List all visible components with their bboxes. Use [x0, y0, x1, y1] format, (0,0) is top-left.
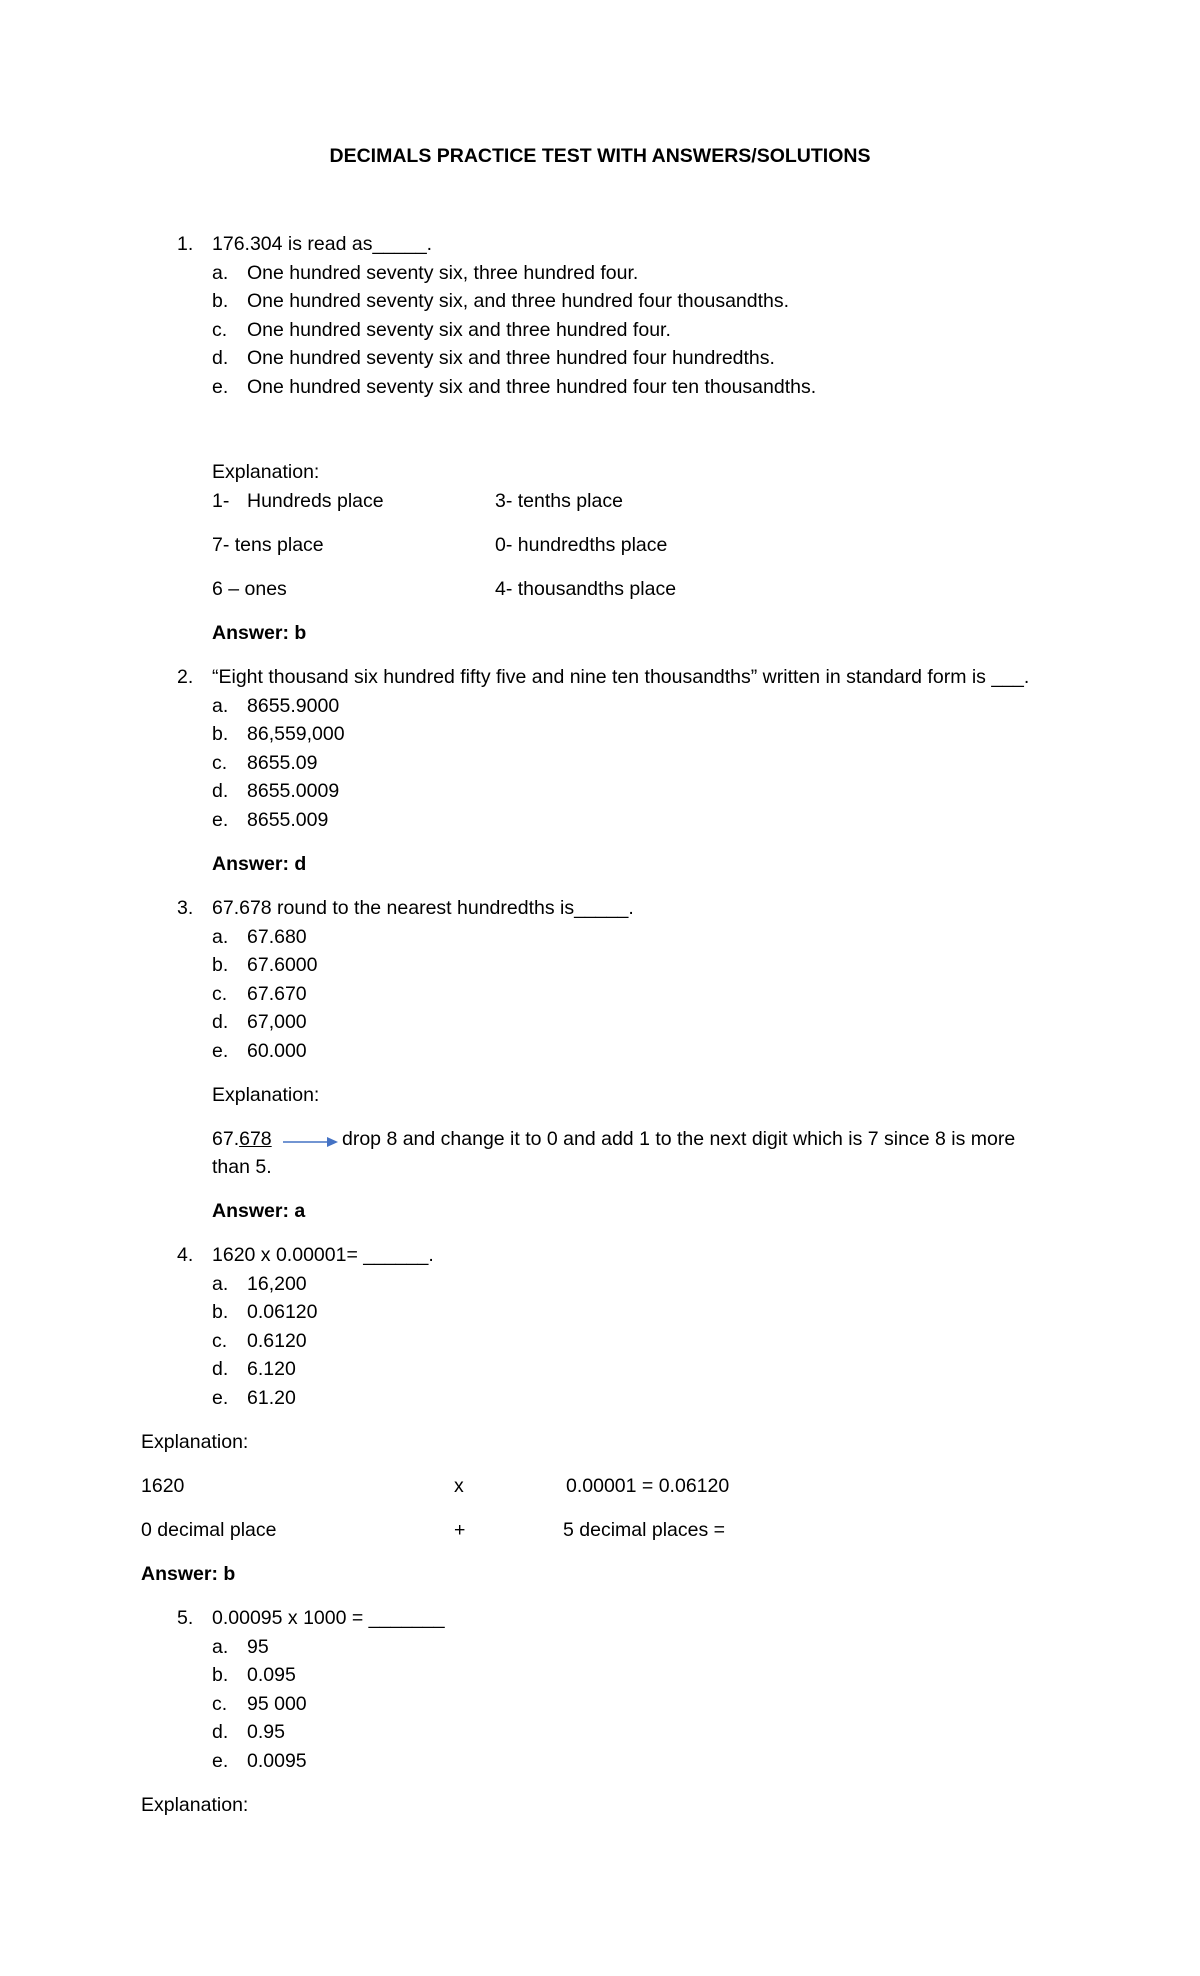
option-letter: d. [212, 1721, 229, 1743]
question-text: 1620 x 0.00001= ______. [212, 1244, 434, 1266]
option-text: 8655.009 [247, 809, 329, 831]
option-text: 16,200 [247, 1273, 307, 1295]
question-number: 2. [177, 666, 194, 688]
option-letter: d. [212, 1358, 229, 1380]
option-letter: c. [212, 1330, 228, 1352]
question-text: 0.00095 x 1000 = _______ [212, 1607, 445, 1629]
option-letter: e. [212, 1387, 229, 1409]
calc-result: 0.00001 = 0.06120 [566, 1475, 730, 1497]
option-text: 0.95 [247, 1721, 285, 1743]
option-text: 67,000 [247, 1011, 307, 1033]
option-letter: b. [212, 1664, 229, 1686]
option-letter: b. [212, 290, 229, 312]
answer-text: Answer: b [212, 622, 307, 644]
option-letter: d. [212, 347, 229, 369]
option-letter: c. [212, 319, 228, 341]
question-number: 5. [177, 1607, 194, 1629]
question-text: 67.678 round to the nearest hundredths is_____. [212, 897, 634, 919]
option-text: 0.06120 [247, 1301, 318, 1323]
option-letter: e. [212, 1040, 229, 1062]
right-arrow-icon [283, 1133, 339, 1151]
option-text: 8655.09 [247, 752, 318, 774]
option-text: 67.680 [247, 926, 307, 948]
option-text: 95 [247, 1636, 269, 1658]
explanation-label: Explanation: [141, 1431, 249, 1453]
calc-operand: 0 decimal place [141, 1519, 277, 1541]
option-text: 95 000 [247, 1693, 307, 1715]
option-letter: d. [212, 780, 229, 802]
answer-text: Answer: b [141, 1563, 236, 1585]
question-number: 4. [177, 1244, 194, 1266]
rounding-explanation: drop 8 and change it to 0 and add 1 to the next digit which is 7 since 8 is more [342, 1128, 1016, 1150]
option-text: 8655.0009 [247, 780, 340, 802]
option-letter: e. [212, 376, 229, 398]
rounding-underlined-digits: 678 [239, 1128, 272, 1150]
option-letter: b. [212, 954, 229, 976]
calc-operand: 1620 [141, 1475, 185, 1497]
rounding-explanation-cont: than 5. [212, 1156, 272, 1178]
option-text: 86,559,000 [247, 723, 345, 745]
place-value-text: 0- hundredths place [495, 534, 668, 556]
option-text: One hundred seventy six and three hundred four ten thousandths. [247, 376, 817, 398]
rounding-prefix: 67. [212, 1128, 240, 1150]
place-value-text: 4- thousandths place [495, 578, 677, 600]
option-letter: c. [212, 752, 228, 774]
option-text: 8655.9000 [247, 695, 340, 717]
option-text: One hundred seventy six and three hundred four hundredths. [247, 347, 775, 369]
calc-result: 5 decimal places = [563, 1519, 726, 1541]
option-letter: e. [212, 809, 229, 831]
option-text: One hundred seventy six, three hundred four. [247, 262, 639, 284]
page-title: DECIMALS PRACTICE TEST WITH ANSWERS/SOLUTIONS [329, 145, 871, 167]
option-text: 67.6000 [247, 954, 318, 976]
question-text: “Eight thousand six hundred fifty five and nine ten thousandths” written in standard form is ___. [212, 666, 1030, 688]
question-number: 3. [177, 897, 194, 919]
option-letter: d. [212, 1011, 229, 1033]
place-value-text: Hundreds place [247, 490, 384, 512]
option-letter: b. [212, 723, 229, 745]
place-value-number: 1- [212, 490, 230, 512]
place-value-text: 7- tens place [212, 534, 324, 556]
option-text: 67.670 [247, 983, 307, 1005]
question-text: 176.304 is read as_____. [212, 233, 433, 255]
option-text: 60.000 [247, 1040, 307, 1062]
option-letter: a. [212, 1636, 229, 1658]
place-value-text: 3- tenths place [495, 490, 623, 512]
explanation-label: Explanation: [212, 1084, 320, 1106]
option-text: 0.6120 [247, 1330, 307, 1352]
calc-operator: x [454, 1475, 464, 1497]
rounding-number [212, 1128, 272, 1151]
calc-operator: + [454, 1519, 466, 1541]
option-text: One hundred seventy six and three hundred four. [247, 319, 671, 341]
explanation-label: Explanation: [212, 461, 320, 483]
answer-text: Answer: d [212, 853, 307, 875]
option-letter: c. [212, 983, 228, 1005]
question-number: 1. [177, 233, 194, 255]
option-letter: b. [212, 1301, 229, 1323]
option-letter: c. [212, 1693, 228, 1715]
answer-text: Answer: a [212, 1200, 306, 1222]
option-text: 61.20 [247, 1387, 296, 1409]
explanation-label: Explanation: [141, 1794, 249, 1816]
option-letter: a. [212, 262, 229, 284]
option-letter: a. [212, 926, 229, 948]
option-letter: a. [212, 1273, 229, 1295]
option-text: 0.095 [247, 1664, 296, 1686]
option-letter: a. [212, 695, 229, 717]
option-text: 0.0095 [247, 1750, 307, 1772]
place-value-text: 6 – ones [212, 578, 287, 600]
option-letter: e. [212, 1750, 229, 1772]
option-text: One hundred seventy six, and three hundred four thousandths. [247, 290, 790, 312]
option-text: 6.120 [247, 1358, 296, 1380]
